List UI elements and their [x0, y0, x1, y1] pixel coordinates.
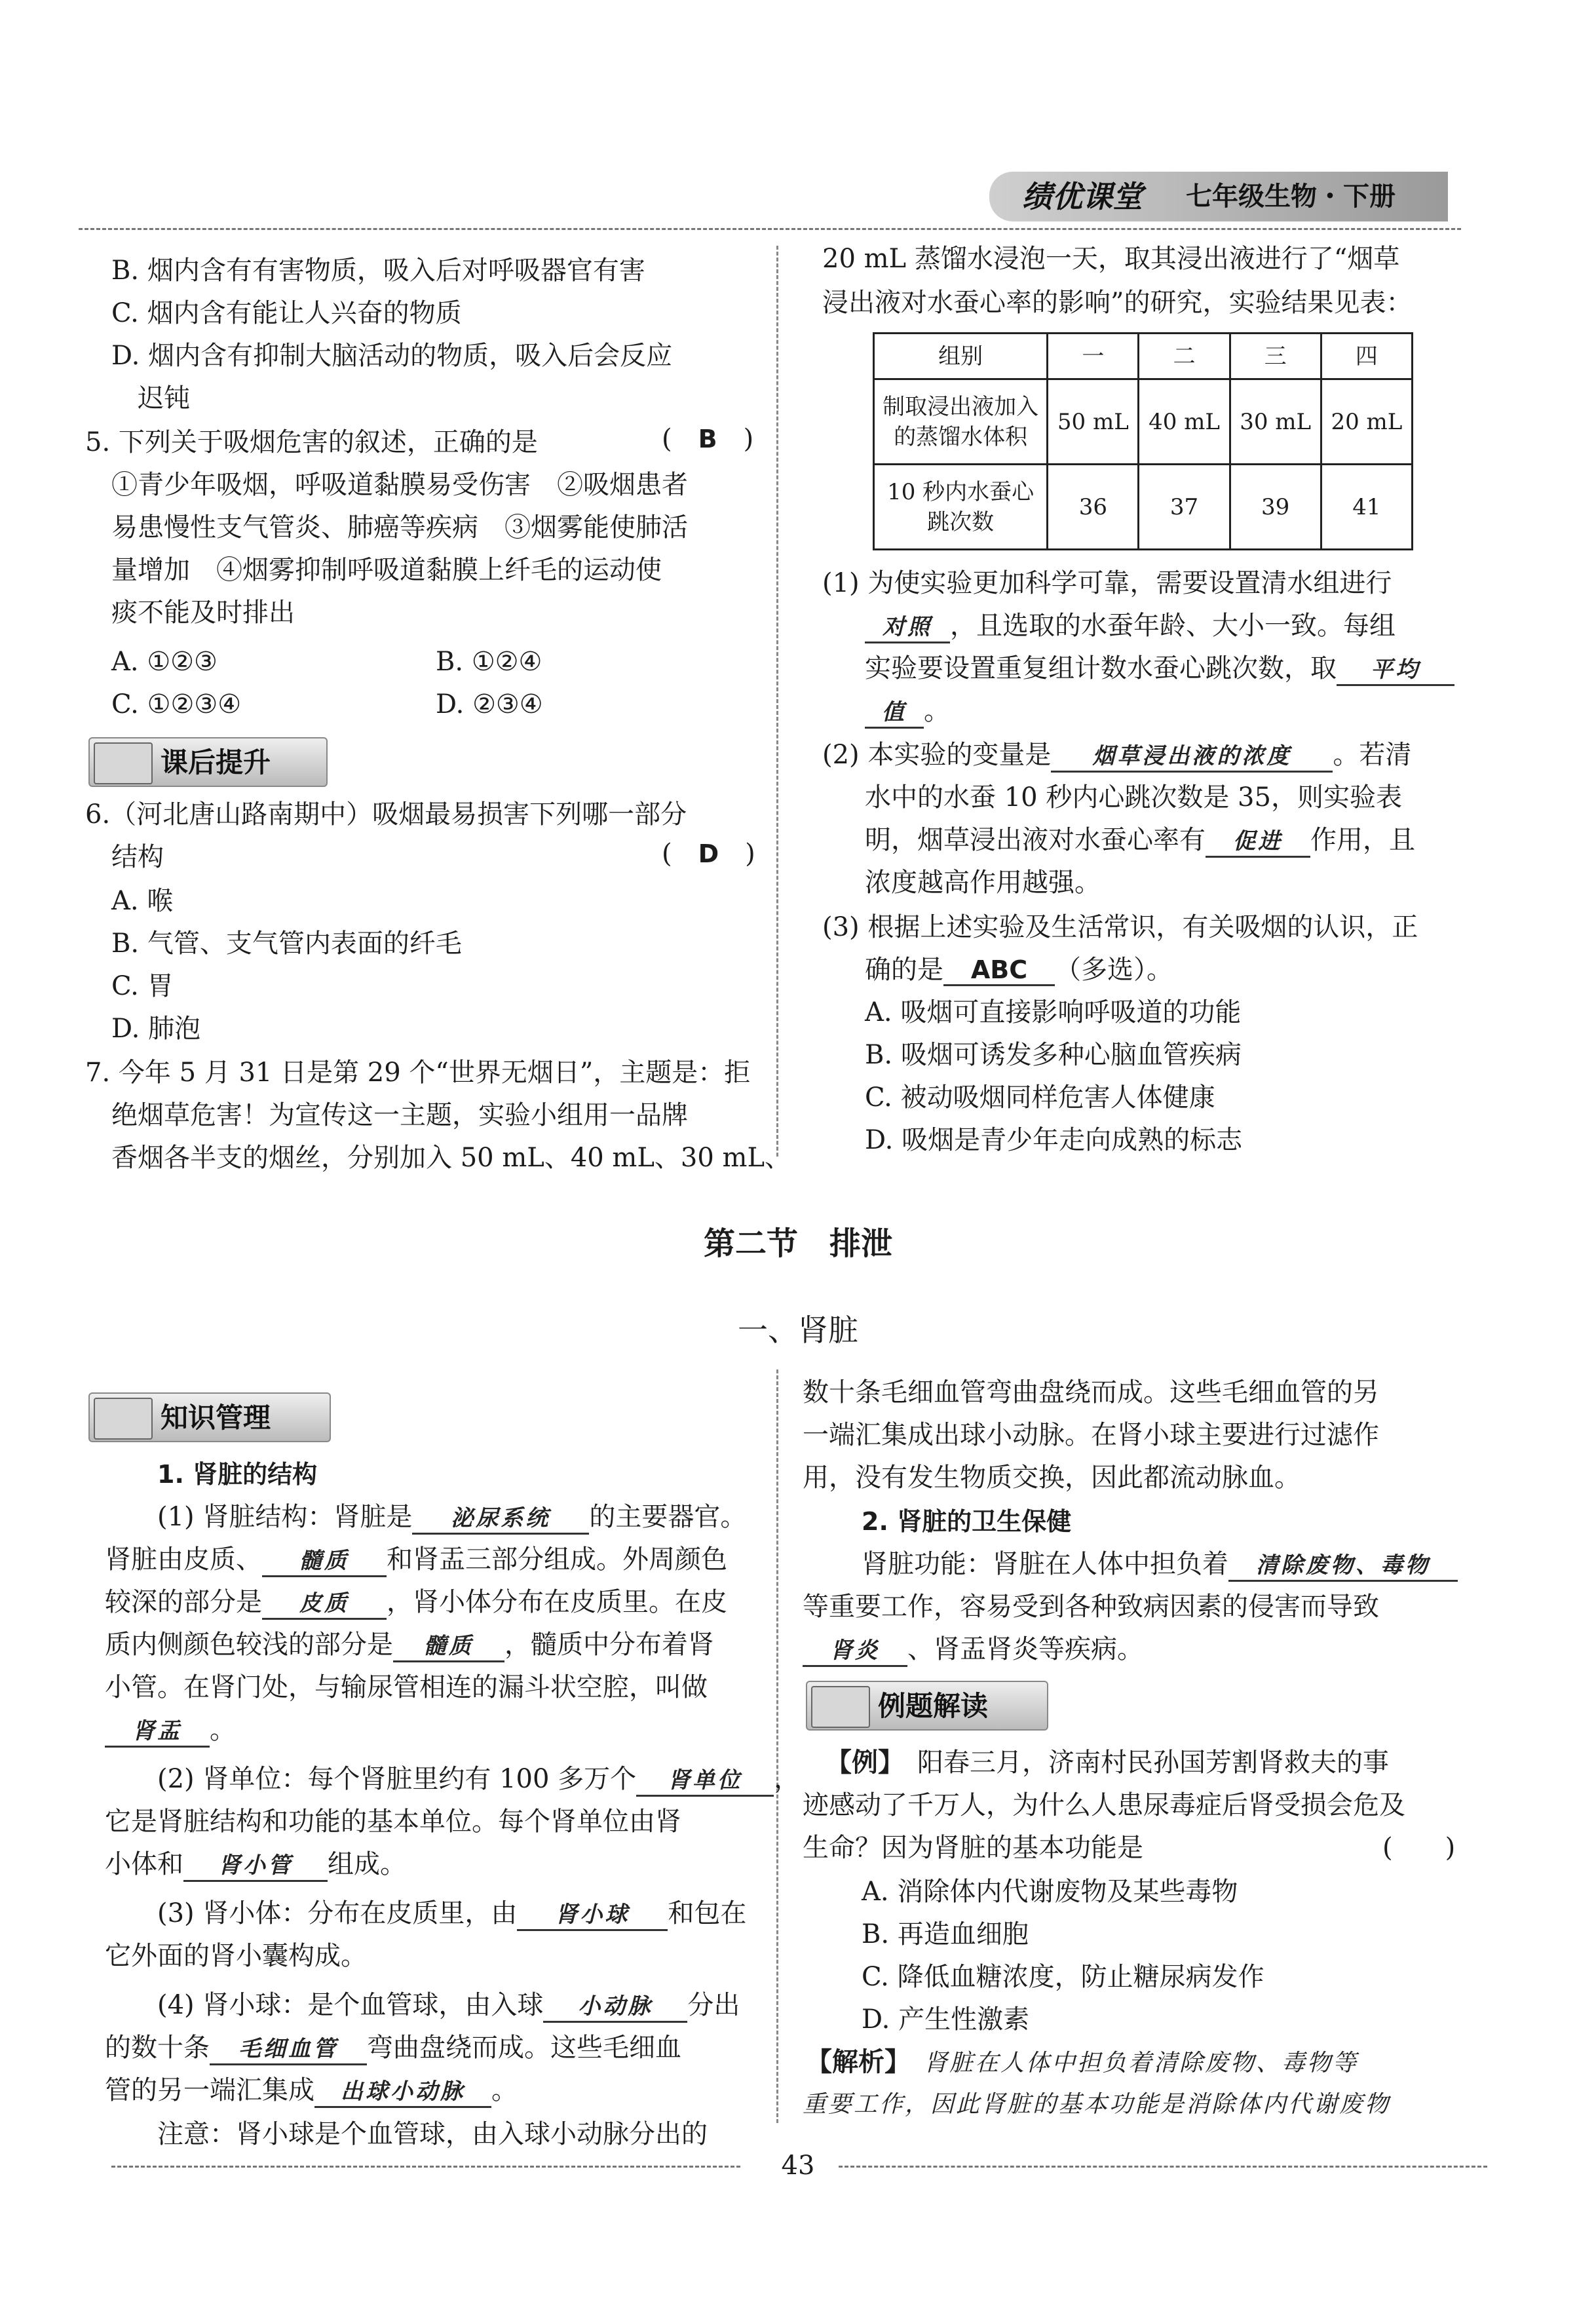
tag-example [806, 1681, 1048, 1731]
table-header-2: 二 [1139, 334, 1230, 379]
example-label: 【例】 [826, 1747, 891, 1778]
p2-line2: 水中的水蚕 10 秒内心跳次数是 35，则实验表 [865, 782, 1402, 813]
corpuscle-b1 [157, 1897, 746, 1931]
nephron-u1 [157, 1763, 800, 1797]
function-f2: 等重要工作，容易受到各种致病因素的侵害而导致 [803, 1592, 1379, 1622]
example-line1 [826, 1746, 1389, 1779]
column-divider-top [776, 246, 778, 1157]
section-subtitle: 一、肾脏 [738, 1312, 858, 1348]
note-cont-3: 用，没有发生物质交换，因此都流动脉血。 [803, 1463, 1301, 1493]
answer-nephron: 肾单位 [636, 1766, 774, 1797]
p3-line2 [865, 953, 1173, 986]
p3-option-a: A. 吸烟可直接影响呼吸道的功能 [865, 997, 1242, 1027]
table-cell: 50 mL [1048, 379, 1139, 465]
s6-post: 。 [210, 1715, 236, 1745]
heartbeat-label-line2: 跳次数 [927, 508, 995, 535]
footer-divider-right [839, 2166, 1487, 2168]
u1-post: ， [774, 1764, 801, 1794]
p3-option-b: B. 吸烟可诱发多种心脑血管疾病 [865, 1040, 1242, 1070]
tag-after-class [88, 737, 328, 787]
column-divider-bottom [776, 1369, 778, 2123]
q6-answer: D [698, 839, 719, 868]
volume-label-line1: 制取浸出液加入 [883, 393, 1039, 420]
table-row-volume-label [874, 379, 1048, 465]
volume-label-line2: 的蒸馏水体积 [894, 423, 1028, 450]
p1-answer-control: 对照 [865, 613, 950, 643]
p2-line1 [822, 738, 1411, 773]
pencil-note-icon [811, 1686, 870, 1728]
header-subject: 七年级生物・下册 [1186, 182, 1396, 212]
s2-post: 和肾盂三部分组成。外周颜色 [387, 1544, 727, 1575]
example-text-1: 阳春三月，济南村民孙国芳割肾救夫的事 [917, 1748, 1389, 1778]
corpuscle-b2: 它外面的肾小囊构成。 [105, 1941, 367, 1971]
q5-line2: ①青少年吸烟，呼吸道黏膜易受伤害 ②吸烟患者 [111, 470, 688, 500]
b1-pre: (3) 肾小体：分布在皮质里，由 [157, 1898, 518, 1928]
q7-cont-line2: 浸出液对水蚕心率的影响”的研究，实验结果见表： [822, 288, 1413, 318]
table-row-heartbeat-label [874, 465, 1048, 550]
p2-line3 [865, 824, 1415, 858]
page-number: 43 [781, 2151, 815, 2181]
glomerulus-g1 [157, 1989, 740, 2023]
u3-pre: 小体和 [105, 1849, 183, 1879]
kidney-s2 [105, 1543, 727, 1577]
p2-line3-post: 作用，且 [1310, 825, 1415, 855]
header-banner [989, 172, 1448, 221]
q6-option-a: A. 喉 [111, 886, 174, 916]
s4-pre: 质内侧颜色较浅的部分是 [105, 1630, 393, 1660]
answer-renal-pelvis: 肾盂 [105, 1717, 210, 1748]
table-cell: 20 mL [1321, 379, 1412, 465]
analysis-label: 【解析】 [806, 2046, 898, 2077]
q4-option-d-cont: 迟钝 [138, 383, 190, 413]
b1-post: 和包在 [668, 1898, 747, 1928]
analysis-line2: 重要工作，因此肾脏的基本功能是消除体内代谢废物 [803, 2091, 1391, 2118]
answer-renal-tubule: 肾小管 [183, 1851, 328, 1882]
p3-option-d: D. 吸烟是青少年走向成熟的标志 [865, 1125, 1243, 1155]
tag-knowledge-label: 知识管理 [161, 1402, 271, 1434]
q5-answer-paren: ( B ) [662, 424, 754, 454]
example-option-d: D. 产生性激素 [862, 2004, 1030, 2035]
q5-line5: 痰不能及时排出 [111, 598, 295, 628]
s1-post: 的主要器官。 [589, 1502, 747, 1532]
q5-option-c: C. ①②③④ [111, 689, 242, 719]
kidney-s4 [105, 1628, 714, 1662]
answer-medulla: 髓质 [262, 1546, 387, 1577]
table-header-group: 组别 [874, 334, 1048, 379]
q5-line3: 易患慢性支气管炎、肺癌等疾病 ③烟雾能使肺活 [111, 512, 688, 543]
example-line2: 迹感动了千万人，为什么人患尿毒症后肾受损会危及 [803, 1790, 1405, 1820]
q7-cont-line1: 20 mL 蒸馏水浸泡一天，取其浸出液进行了“烟草 [822, 244, 1400, 274]
table-cell: 41 [1321, 465, 1412, 550]
example-option-c: C. 降低血糖浓度，防止糖尿病发作 [862, 1962, 1264, 1992]
p2-post: 。若清 [1333, 740, 1412, 770]
answer-medulla-2: 髓质 [393, 1632, 504, 1662]
heartbeat-label-line1: 10 秒内水蚕心 [887, 478, 1035, 505]
q4-option-c: C. 烟内含有能让人兴奋的物质 [111, 298, 462, 328]
f1-pre: 肾脏功能：肾脏在人体中担负着 [862, 1549, 1228, 1579]
q5-option-b: B. ①②④ [436, 647, 542, 677]
tag-knowledge [88, 1392, 331, 1442]
p1-line4 [865, 695, 950, 729]
answer-efferent-arteriole: 出球小动脉 [314, 2077, 491, 2108]
example-answer-paren: ( ) [1382, 1833, 1456, 1863]
glomerulus-g3 [105, 2074, 518, 2108]
g3-pre: 管的另一端汇集成 [105, 2075, 314, 2105]
note-cont-2: 一端汇集成出球小动脉。在肾小球主要进行过滤作 [803, 1420, 1379, 1450]
q6-answer-paren: ( D ) [662, 839, 755, 869]
table-cell: 39 [1230, 465, 1321, 550]
header-brand: 绩优课堂 [1022, 179, 1143, 214]
tag-after-class-label: 课后提升 [161, 746, 271, 778]
q6-stem: 6.（河北唐山路南期中）吸烟最易损害下列哪一部分 [85, 799, 687, 830]
answer-nephritis: 肾炎 [803, 1636, 907, 1667]
p1-line3 [865, 652, 1454, 686]
kidney-s1 [157, 1501, 746, 1535]
answer-urinary-system: 泌尿系统 [412, 1504, 589, 1535]
q7-line3: 香烟各半支的烟丝，分别加入 50 mL、40 mL、30 mL、 [111, 1143, 791, 1173]
f3-post: 、肾盂肾炎等疾病。 [907, 1634, 1143, 1664]
section-title: 第二节 排泄 [703, 1225, 892, 1262]
g1-post: 分出 [687, 1990, 740, 2020]
g2-pre: 的数十条 [105, 2033, 210, 2063]
g1-pre: (4) 肾小球：是个血管球，由入球 [157, 1990, 544, 2020]
function-f3 [803, 1633, 1143, 1667]
q6-option-d: D. 肺泡 [111, 1014, 201, 1044]
q6-stem-cont: 结构 [111, 842, 164, 872]
q7-line1: 7. 今年 5 月 31 日是第 29 个“世界无烟日”，主题是：拒 [85, 1058, 751, 1088]
p2-answer-variable: 烟草浸出液的浓度 [1051, 742, 1333, 773]
note-cont-1: 数十条毛细血管弯曲盘绕而成。这些毛细血管的另 [803, 1377, 1379, 1408]
s1-pre: (1) 肾脏结构：肾脏是 [157, 1502, 413, 1532]
s3-post: ，肾小体分布在皮质里。在皮 [387, 1587, 727, 1617]
footer-divider-left [111, 2166, 740, 2168]
table-header-4: 四 [1321, 334, 1412, 379]
s4-post: ，髓质中分布着肾 [504, 1630, 714, 1660]
table-header-3: 三 [1230, 334, 1321, 379]
q5-option-d: D. ②③④ [436, 689, 543, 719]
analysis-line1 [806, 2046, 1358, 2080]
p2-answer-promote: 促进 [1206, 827, 1310, 858]
table-cell: 30 mL [1230, 379, 1321, 465]
experiment-table [873, 332, 1413, 550]
u1-pre: (2) 肾单位：每个肾脏里约有 100 多万个 [157, 1764, 637, 1794]
p1-line1: (1) 为使实验更加科学可靠，需要设置清水组进行 [822, 568, 1392, 598]
s2-pre: 肾脏由皮质、 [105, 1544, 262, 1575]
p3-line1: (3) 根据上述实验及生活常识，有关吸烟的认识，正 [822, 912, 1418, 942]
q5-stem: 5. 下列关于吸烟危害的叙述，正确的是 [85, 427, 538, 457]
nephron-u3 [105, 1848, 406, 1882]
q5-answer: B [698, 425, 717, 453]
table-cell: 37 [1139, 465, 1230, 550]
kidney-structure-heading: 1. 肾脏的结构 [157, 1460, 318, 1489]
q5-line4: 量增加 ④烟雾抑制呼吸道黏膜上纤毛的运动使 [111, 555, 662, 585]
note-line1: 注意：肾小球是个血管球，由入球小动脉分出的 [157, 2119, 708, 2149]
p1-answer-average-2: 值 [865, 698, 924, 729]
p3-option-c: C. 被动吸烟同样危害人体健康 [865, 1082, 1215, 1113]
table-header-1: 一 [1048, 334, 1139, 379]
p3-pre: 确的是 [865, 955, 943, 985]
pencil-note-icon [94, 742, 153, 784]
example-line3: 生命？因为肾脏的基本功能是 [803, 1833, 1143, 1863]
analysis-text-1: 肾脏在人体中担负着清除废物、毒物等 [924, 2050, 1359, 2077]
glomerulus-g2 [105, 2031, 681, 2065]
p1-answer-average-1: 平均 [1337, 655, 1454, 686]
g2-post: 弯曲盘绕而成。这些毛细血 [367, 2033, 681, 2063]
table-cell: 40 mL [1139, 379, 1230, 465]
table-cell: 36 [1048, 465, 1139, 550]
p1-line2 [865, 609, 1396, 643]
nephron-u2: 它是肾脏结构和功能的基本单位。每个肾单位由肾 [105, 1807, 681, 1837]
p3-post: （多选）。 [1055, 955, 1173, 985]
answer-glomerulus: 肾小球 [517, 1900, 668, 1931]
answer-capillaries: 毛细血管 [210, 2035, 367, 2065]
header-divider [79, 228, 1461, 230]
example-option-b: B. 再造血细胞 [862, 1919, 1029, 1949]
p2-line3-pre: 明，烟草浸出液对水蚕心率有 [865, 825, 1206, 855]
p1-line3-text: 实验要设置重复组计数水蚕心跳次数，取 [865, 653, 1337, 683]
p2-line4: 浓度越高作用越强。 [865, 868, 1101, 898]
kidney-s3 [105, 1586, 727, 1620]
p3-answer: ABC [943, 955, 1055, 986]
q7-line2: 绝烟草危害！为宣传这一主题，实验小组用一品牌 [111, 1100, 688, 1130]
q5-option-a: A. ①②③ [111, 647, 218, 677]
answer-cortex: 皮质 [262, 1589, 387, 1620]
p1-line2-text: ，且选取的水蚕年龄、大小一致。每组 [950, 611, 1396, 641]
q6-option-b: B. 气管、支气管内表面的纤毛 [111, 929, 462, 959]
tag-example-label: 例题解读 [878, 1690, 989, 1722]
example-option-a: A. 消除体内代谢废物及某些毒物 [862, 1877, 1238, 1907]
function-f1 [862, 1548, 1458, 1582]
pencil-note-icon [94, 1398, 153, 1440]
kidney-s5: 小管。在肾门处，与输尿管相连的漏斗状空腔，叫做 [105, 1672, 708, 1702]
u3-post: 组成。 [328, 1849, 406, 1879]
answer-remove-waste: 清除废物、毒物 [1228, 1551, 1458, 1582]
q4-option-b: B. 烟内含有有害物质，吸入后对呼吸器官有害 [111, 256, 645, 286]
p1-end: 。 [924, 696, 950, 726]
kidney-s6 [105, 1714, 236, 1748]
g3-post: 。 [491, 2075, 518, 2105]
kidney-health-heading: 2. 肾脏的卫生保健 [862, 1507, 1072, 1536]
answer-arteriole: 小动脉 [543, 1992, 687, 2023]
p2-pre: (2) 本实验的变量是 [822, 740, 1052, 770]
s3-pre: 较深的部分是 [105, 1587, 262, 1617]
q6-option-c: C. 胃 [111, 971, 174, 1001]
q4-option-d: D. 烟内含有抑制大脑活动的物质，吸入后会反应 [111, 341, 673, 371]
